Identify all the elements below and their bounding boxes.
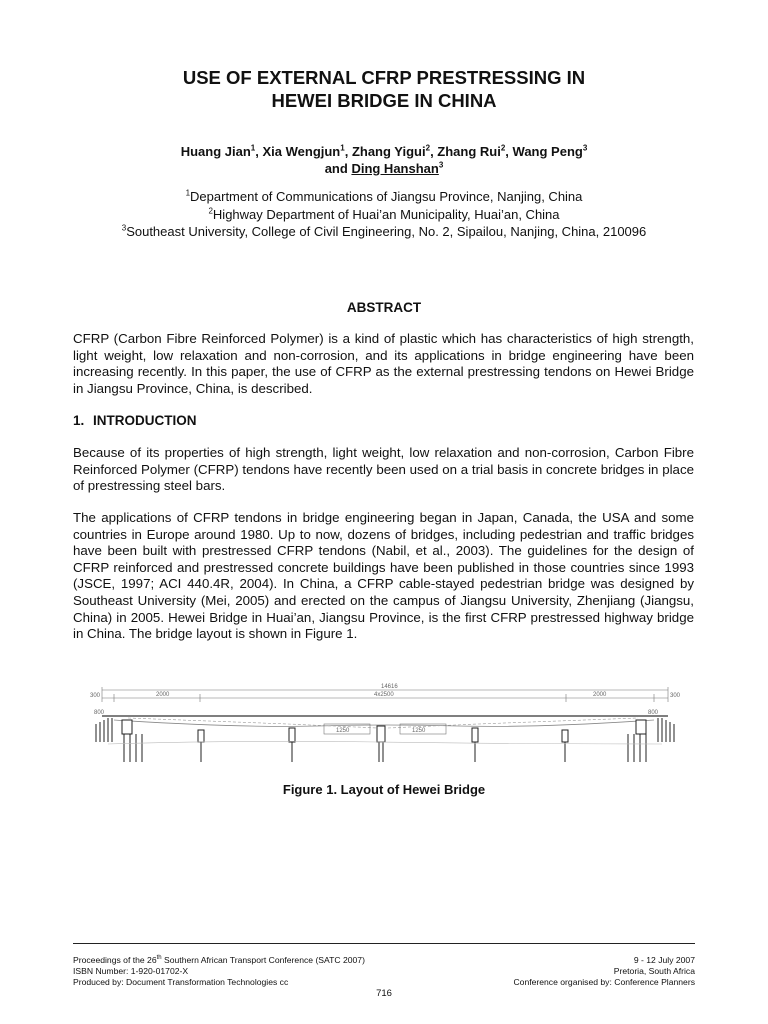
author-affil-mark: 2	[500, 143, 506, 153]
affiliation-1	[0, 188, 768, 206]
author-separator: ,	[505, 144, 513, 159]
paper-title	[0, 66, 768, 112]
pier-1	[198, 730, 204, 762]
title-line-2: HEWEI BRIDGE IN CHINA	[271, 90, 497, 111]
bridge-layout-figure	[88, 682, 682, 768]
right-abutment	[628, 718, 674, 762]
author-name: Zhang Rui	[437, 144, 501, 159]
affiliation-3	[0, 223, 768, 241]
author-name: Huang Jian	[180, 144, 251, 159]
title-line-1: USE OF EXTERNAL CFRP PRESTRESSING IN	[182, 67, 586, 88]
affiliation-mark: 1	[185, 188, 191, 198]
author-affil-mark: 1	[340, 143, 345, 153]
affiliation-2	[0, 206, 768, 224]
tendon-right-label: 1250	[412, 728, 426, 734]
abstract-text: CFRP (Carbon Fibre Reinforced Polymer) is a kind of plastic which has characteristics of high strength, light weight, low relaxation and non-corrosion, and its applications in bridge engineering have been increasing recently. In this paper, the use of CFRP as the external prestressing tendons on Hewei Bridge in Jiangsu Province, China, is described.	[73, 331, 694, 396]
pier-4	[472, 728, 478, 762]
footer-dates: 9 - 12 July 2007	[633, 955, 695, 965]
left-abutment	[96, 718, 142, 762]
author-name: Zhang Yigui	[351, 144, 426, 159]
author-affil-mark: 3	[438, 160, 444, 170]
dimension-left-span-label: 2000	[156, 692, 170, 698]
author-line-1	[0, 143, 768, 160]
author-name: Wang Peng	[512, 144, 583, 159]
footer-proceedings-prefix: Proceedings of the 26	[73, 955, 157, 965]
footer-divider	[73, 943, 695, 944]
affiliation-text: Southeast University, College of Civil Engineering, No. 2, Sipailou, Nanjing, China, 210096	[126, 224, 647, 239]
author-affil-mark: 3	[582, 143, 588, 153]
dimension-right-end-label: 300	[670, 693, 681, 699]
footer-produced-by: Produced by: Document Transformation Technologies cc	[73, 977, 289, 987]
section-title: INTRODUCTION	[93, 413, 197, 428]
footer-proceedings-sup: th	[156, 955, 162, 962]
pier-3	[377, 726, 385, 762]
footer-right	[420, 955, 695, 988]
affiliation-text: Highway Department of Huai’an Municipality, Huai’an, China	[212, 206, 560, 222]
affiliation-text: Department of Communications of Jiangsu Province, Nanjing, China	[190, 189, 583, 204]
author-separator: ,	[255, 144, 263, 159]
bridge-soffit	[114, 720, 654, 726]
pier-5	[562, 730, 568, 762]
author-line-2	[0, 160, 768, 177]
intro-paragraph-1: Because of its properties of high strength, light weight, low relaxation and non-corrosion, Carbon Fibre Reinforced Polymer (CFRP) tendons have recently been used on a trial basis in concrete bridges in place of prestressing steel bars.	[73, 445, 694, 494]
intro-paragraph-2: The applications of CFRP tendons in bridge engineering began in Japan, Canada, the USA and some countries in Europe around 1980. Up to now, dozens of bridges, including pedestrian and traffic bridges have been built with prestressed CFRP tendons (Nabil, et al., 2003). The guidelines for the design of CFRP reinforced and prestressed concrete buildings have been published in those countries since 1993 (JSCE, 1997; ACI 440.4R, 2004). In China, a CFRP cable-stayed pedestrian bridge was designed by Southeast University (Mei, 2005) and erected on the campus of Jiangsu University, Zhenjiang (Jiangsu, China) in 2005. Hewei Bridge in Huai’an, Jiangsu Province, is the first CFRP prestressed highway bridge in China. The bridge layout is shown in Figure 1.	[73, 510, 694, 642]
section-heading-introduction	[73, 413, 197, 428]
author-affil-mark: 2	[425, 143, 431, 153]
author-affil-mark: 1	[250, 143, 256, 153]
author-separator: ,	[430, 144, 438, 159]
author-list	[0, 143, 768, 177]
page-number: 716	[376, 988, 392, 999]
footer-proceedings	[73, 955, 365, 966]
dimension-left-end-label: 300	[90, 693, 101, 699]
footer-proceedings-suffix: Southern African Transport Conference (SATC 2007)	[161, 955, 365, 965]
dimension-left-pier-label: 800	[94, 710, 105, 716]
section-number: 1.	[73, 413, 85, 428]
author-separator: ,	[344, 144, 352, 159]
footer-isbn: ISBN Number: 1-920-01702-X	[73, 966, 189, 976]
footer-left	[73, 955, 365, 988]
dimension-mid-spans-label: 4x2500	[374, 692, 394, 698]
affiliation-mark: 3	[121, 223, 127, 233]
author-name: Xia Wengjun	[262, 144, 341, 159]
tendon-left-label: 1250	[336, 728, 350, 734]
dimension-right-pier-label: 800	[648, 710, 659, 716]
affiliation-mark: 2	[208, 206, 213, 216]
dimension-right-span-label: 2000	[593, 692, 607, 698]
author-conjunction: and	[324, 161, 348, 176]
corresponding-author-name: Ding Hanshan	[351, 161, 439, 176]
pier-2	[289, 728, 295, 762]
affiliation-list	[0, 188, 768, 241]
figure-caption: Figure 1. Layout of Hewei Bridge	[282, 782, 486, 797]
footer-place: Pretoria, South Africa	[613, 966, 695, 976]
dimension-total-label: 14616	[381, 684, 398, 690]
footer-organised-by: Conference organised by: Conference Planners	[513, 977, 695, 987]
abstract-heading: ABSTRACT	[346, 300, 422, 315]
